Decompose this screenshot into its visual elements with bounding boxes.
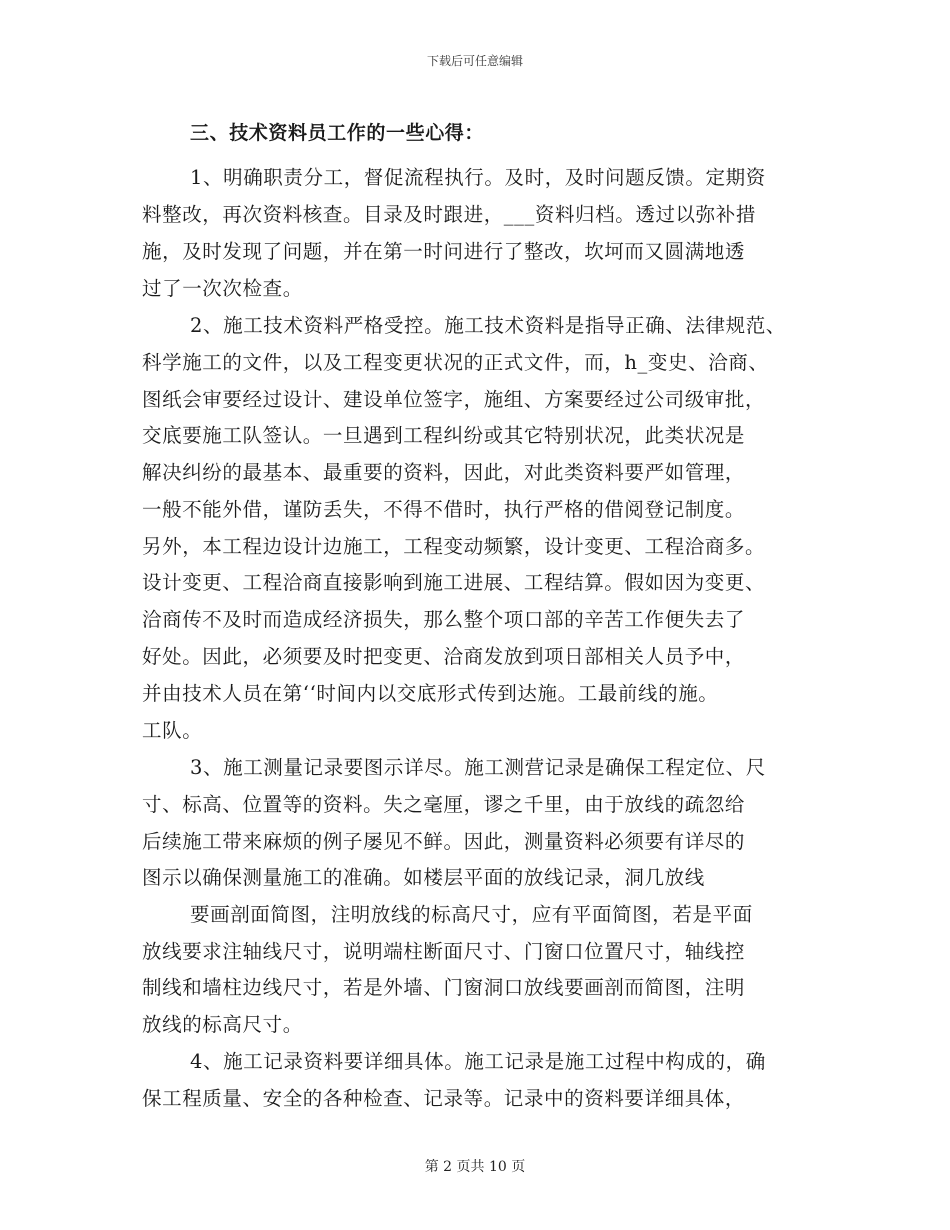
body-line: 交底要施工队签认。一旦遇到工程纠纷或其它特别状况，此类状况是 — [142, 424, 746, 447]
body-line: 图纸会审要经过设计、建设单位签字，施组、方案要经过公司级审批， — [142, 388, 766, 411]
body-line: 另外，本工程边设计边施工，工程变动频繁，设计变更、工程洽商多。 — [142, 535, 766, 558]
body-line: 图示以确保测量施工的准确。如楼层平面的放线记录，洞几放线 — [142, 866, 705, 889]
body-line: 放线的标高尺寸。 — [142, 1013, 303, 1036]
body-line: 2、施工技术资料严格受控。施工技术资料是指导正确、法律规范、 — [190, 314, 786, 337]
body-line: 过了一次次检查。 — [142, 277, 303, 300]
body-line: 1、明确职责分工，督促流程执行。及时，及时问题反馈。定期资 — [190, 166, 766, 189]
body-line: 3、施工测量记录要图示详尽。施工测营记录是确保工程定位、尺 — [190, 756, 766, 779]
body-line: 一般不能外借，谨防丢失，不得不借时，执行严格的借阅登记制度。 — [142, 498, 746, 521]
page-header: 下载后可任意编辑 — [426, 54, 523, 68]
body-line: 保工程质量、安全的各种检查、记录等。记录中的资料要详细具体， — [142, 1087, 746, 1110]
body-line: 放线要求注轴线尺寸，说明端柱断面尺寸、门窗口位置尺寸，轴线控 — [142, 940, 746, 963]
body-line: 4、施工记录资料要详细具体。施工记录是施工过程中构成的，确 — [190, 1050, 766, 1073]
body-line: 并由技术人员在第‘‘时间内以交底形式传到达施。工最前线的施。 — [142, 682, 719, 705]
section-title: 三、技术资料员工作的一些心得： — [190, 122, 485, 144]
page-footer: 第 2 页共 10 页 — [424, 1159, 526, 1175]
body-line: 施，及时发现了问题，并在第一时问进行了整改，坎坷而又圆满地透 — [142, 240, 746, 263]
body-line: 要画剖面简图，注明放线的标高尺寸，应有平面简图，若是平面 — [190, 903, 753, 926]
body-line: 解决纠纷的最基本、最重要的资料，因此，对此类资料要严如管理， — [142, 461, 746, 484]
body-line: 料整改，再次资料核查。目录及时跟进，___资料归档。透过以弥补措 — [142, 203, 756, 226]
body-line: 洽商传不及时而造成经济损失，那么整个项口部的辛苦工作便失去了 — [142, 608, 746, 631]
body-line: 工队。 — [142, 719, 203, 742]
body-line: 寸、标高、位置等的资料。失之毫厘，谬之千里，由于放线的疏忽给 — [142, 793, 746, 816]
body-line: 制线和墙柱边线尺寸，若是外墙、门窗洞口放线要画剖而简图，注明 — [142, 976, 746, 999]
body-line: 设计变更、工程洽商直接影响到施工进展、工程结算。假如因为变更、 — [142, 571, 766, 594]
body-line: 后续施工带来麻烦的例子屡见不鲜。因此，测量资料必须要有详尽的 — [142, 830, 746, 853]
body-line: 科学施工的文件，以及工程变更状况的正式文件，而，h_变史、洽商、 — [142, 351, 769, 374]
body-line: 好处。因此，必须要及时把变更、洽商发放到项日部相关人员予中， — [142, 645, 746, 668]
